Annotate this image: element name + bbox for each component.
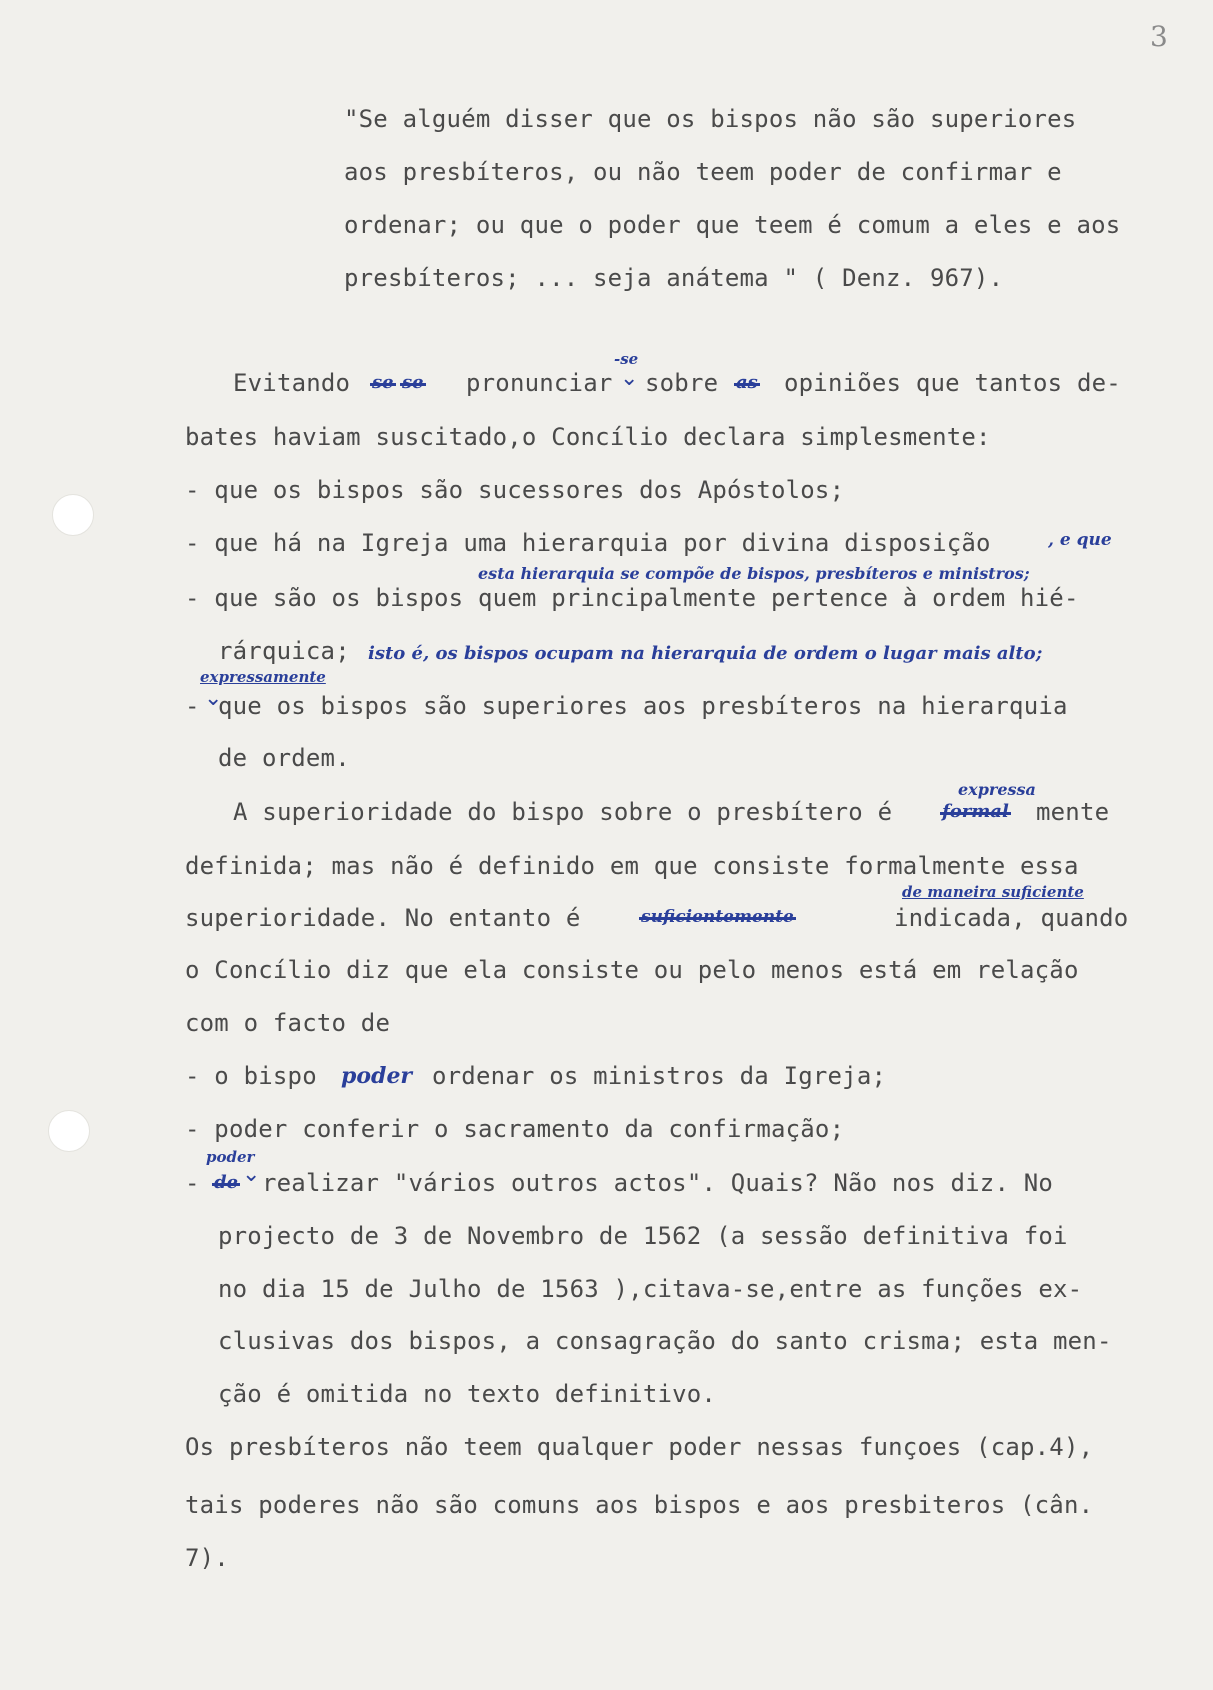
handwritten-insert: isto é, os bispos ocupam na hierarquia de ordem o lugar mais alto; — [368, 643, 1043, 664]
quote-line: "Se alguém disser que os bispos não são superiores — [344, 105, 1077, 133]
text-line: - — [185, 1169, 200, 1197]
text-line: indicada, quando — [894, 904, 1129, 932]
text-line: - que os bispos são sucessores dos Apóstolos; — [185, 476, 845, 504]
text-line: definida; mas não é definido em que consiste formalmente essa — [185, 852, 1079, 880]
quote-line: presbíteros; ... seja anátema " ( Denz. 967). — [344, 264, 1004, 292]
text-line: no dia 15 de Julho de 1563 ),citava-se,entre as funções ex- — [218, 1275, 1083, 1303]
text-line: projecto de 3 de Novembro de 1562 (a sessão definitiva foi — [218, 1222, 1068, 1250]
quote-line: aos presbíteros, ou não teem poder de confirmar e — [344, 158, 1062, 186]
text-line: rárquica; — [218, 637, 350, 665]
handwritten-insert: poder — [341, 1063, 413, 1089]
handwritten-insert: expressamente — [200, 668, 326, 686]
text-line: sobre — [645, 369, 719, 397]
struck-word: se — [372, 372, 394, 393]
insertion-caret: ⌄ — [620, 366, 639, 391]
text-line: superioridade. No entanto é — [185, 904, 581, 932]
text-line: ordenar os ministros da Igreja; — [432, 1062, 887, 1090]
insertion-caret: ⌄ — [204, 686, 223, 711]
handwritten-insert: poder — [206, 1148, 255, 1166]
text-line: ção é omitida no texto definitivo. — [218, 1380, 717, 1408]
insertion-caret: ⌄ — [242, 1162, 261, 1187]
text-line: pronunciar — [466, 369, 613, 397]
struck-word: de — [214, 1172, 239, 1193]
struck-word: se — [402, 372, 424, 393]
text-line: de ordem. — [218, 744, 350, 772]
text-line: opiniões que tantos de- — [784, 369, 1121, 397]
handwritten-insert: expressa — [958, 780, 1036, 799]
text-line: Os presbíteros não teem qualquer poder nessas funçoes (cap.4), — [185, 1433, 1094, 1461]
struck-word: as — [736, 372, 758, 393]
page-number: 3 — [1150, 20, 1168, 53]
text-line: - poder conferir o sacramento da confirmação; — [185, 1115, 845, 1143]
handwritten-insert: , e que — [1048, 530, 1112, 550]
text-line: clusivas dos bispos, a consagração do santo crisma; esta men- — [218, 1327, 1112, 1355]
punch-hole-top — [52, 494, 94, 536]
text-line: A superioridade do bispo sobre o presbítero é — [233, 798, 893, 826]
struck-word: suficientemente — [641, 907, 794, 927]
text-line: - — [185, 692, 200, 720]
text-line: o Concílio diz que ela consiste ou pelo menos está em relação — [185, 956, 1079, 984]
text-line: mente — [1036, 798, 1110, 826]
text-line: com o facto de — [185, 1009, 391, 1037]
text-line: realizar "vários outros actos". Quais? Não nos diz. No — [262, 1169, 1054, 1197]
handwritten-insert: -se — [614, 350, 639, 368]
struck-word: formal — [942, 801, 1009, 822]
text-line: 7). — [185, 1544, 229, 1572]
text-line: Evitando — [233, 369, 351, 397]
punch-hole-bottom — [48, 1110, 90, 1152]
text-line: - o bispo — [185, 1062, 317, 1090]
text-line: - que há na Igreja uma hierarquia por divina disposição — [185, 529, 991, 557]
text-line: - que são os bispos quem principalmente pertence à ordem hié- — [185, 584, 1079, 612]
text-line: que os bispos são superiores aos presbíteros na hierarquia — [218, 692, 1068, 720]
text-line: tais poderes não são comuns aos bispos e aos presbiteros (cân. — [185, 1491, 1094, 1519]
handwritten-insert: esta hierarquia se compõe de bispos, presbíteros e ministros; — [478, 564, 1030, 583]
quote-line: ordenar; ou que o poder que teem é comum a eles e aos — [344, 211, 1121, 239]
handwritten-insert: de maneira suficiente — [902, 883, 1084, 901]
text-line: bates haviam suscitado,o Concílio declara simplesmente: — [185, 423, 991, 451]
